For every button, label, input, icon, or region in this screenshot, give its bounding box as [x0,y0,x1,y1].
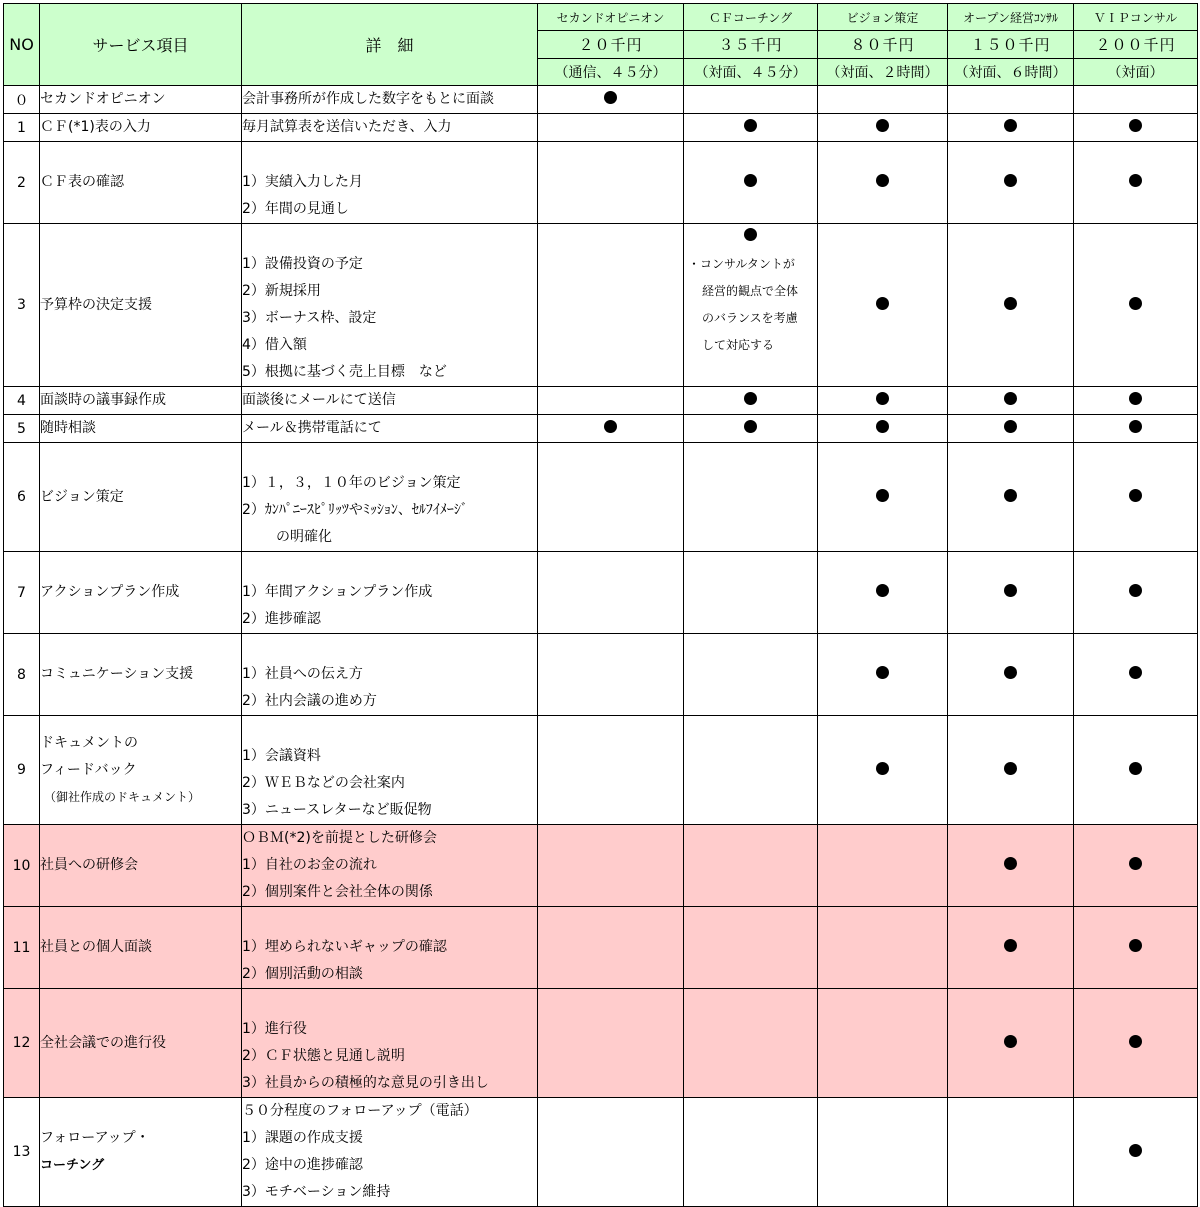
service-item [40,716,242,825]
service-item [40,825,242,907]
included-dot-icon [1129,584,1142,597]
plan-mark-cell [684,1098,818,1207]
service-detail [242,552,538,634]
table-row [4,86,1198,114]
plan-mark-cell [818,86,948,114]
plan-mode: （対面、２時間） [818,59,948,86]
included-dot-icon [744,392,757,405]
table-row [4,114,1198,142]
plan-mark-cell [538,907,684,989]
plan-mark-cell [684,634,818,716]
plan-mark-cell [818,825,948,907]
service-item-line: ドキュメントの [40,734,138,751]
service-detail-line: メール＆携帯電話にて [242,420,382,436]
included-dot-icon [876,119,889,132]
row-number: 10 [4,825,40,907]
service-item-line: 予算枠の決定支援 [40,296,152,313]
service-detail-line: 1）課題の作成支援 [242,1130,363,1146]
service-detail [242,142,538,224]
service-item [40,552,242,634]
service-detail [242,907,538,989]
service-detail [242,716,538,825]
included-dot-icon [876,489,889,502]
service-detail-line: 3）社員からの積極的な意見の引き出し [242,1075,489,1091]
table-row [4,387,1198,415]
service-detail-line: 1）進行役 [242,1021,307,1037]
plan-name: ＣＦコーチング [684,4,818,31]
service-item [40,415,242,443]
included-dot-icon [1004,1035,1017,1048]
plan-mark-cell [684,142,818,224]
plan-mark-cell [1074,142,1198,224]
plan-mark-cell [1074,989,1198,1098]
plan-mark-cell [948,716,1074,825]
service-detail-line: 2）ＷＥＢなどの会社案内 [242,775,405,791]
service-item [40,387,242,415]
plan-mark-cell [818,443,948,552]
service-detail-line: 2）ｶﾝﾊﾟﾆｰｽﾋﾟﾘｯﾂやﾐｯｼｮﾝ、ｾﾙﾌｲﾒｰｼﾞ [242,502,468,518]
plan-mark-cell [538,415,684,443]
plan-mark-cell [818,114,948,142]
included-dot-icon [1129,1144,1142,1157]
row-number: ０ [4,86,40,114]
service-item-line: ＣＦ(*1)表の入力 [40,119,151,135]
plan-mode: （対面） [1074,59,1198,86]
service-detail-line: ＯＢＭ(*2)を前提とした研修会 [242,830,437,846]
table-row [4,907,1198,989]
plan-mark-cell [538,114,684,142]
service-item [40,989,242,1098]
service-item-line: ＣＦ表の確認 [40,174,124,190]
service-detail-line: 1）埋められないギャップの確認 [242,939,447,955]
plan-mark-cell [948,1098,1074,1207]
plan-name: ビジョン策定 [818,4,948,31]
service-detail-line [242,989,537,1016]
service-detail-line: 2）進捗確認 [242,611,321,627]
table-row [4,716,1198,825]
service-detail-line: 1）会議資料 [242,748,321,764]
plan-mark-cell [684,825,818,907]
included-dot-icon [1004,857,1017,870]
service-detail-line: の明確化 [276,529,332,545]
included-dot-icon [1004,489,1017,502]
table-row [4,989,1198,1098]
service-item-line: コーチング [40,1158,105,1173]
included-dot-icon [1004,939,1017,952]
included-dot-icon [876,584,889,597]
plan-mark-cell [948,989,1074,1098]
included-dot-icon [1129,420,1142,433]
plan-mode: （通信、４５分） [538,59,684,86]
included-dot-icon [876,762,889,775]
service-item-line: フォローアップ・ [40,1130,150,1146]
included-dot-icon [744,228,757,241]
plan-mode: （対面、６時間） [948,59,1074,86]
plan-mark-cell [1074,387,1198,415]
service-detail [242,387,538,415]
row-number: 7 [4,552,40,634]
plan-mark-cell [538,716,684,825]
service-detail-line [242,907,537,934]
included-dot-icon [1129,174,1142,187]
included-dot-icon [1004,666,1017,679]
service-detail-line [242,224,537,251]
service-detail [242,415,538,443]
plan-mark-cell [1074,716,1198,825]
service-detail-line: 2）新規採用 [242,283,321,299]
service-item [40,114,242,142]
service-detail-line: ５０分程度のフォローアップ（電話） [242,1103,478,1119]
plan-mark-cell [948,415,1074,443]
included-dot-icon [604,91,617,104]
service-detail-line: 会計事務所が作成した数字をもとに面談 [242,91,494,107]
service-item [40,907,242,989]
plan-mark-cell [538,825,684,907]
table-row [4,1098,1198,1207]
service-detail-line: 1）社員への伝え方 [242,666,363,682]
consultant-note-line: ・コンサルタントが [688,257,795,271]
plan-name: セカンドオピニオン [538,4,684,31]
included-dot-icon [604,420,617,433]
included-dot-icon [1004,119,1017,132]
included-dot-icon [744,119,757,132]
service-detail [242,86,538,114]
included-dot-icon [876,666,889,679]
plan-mark-cell [684,443,818,552]
service-detail-line: 5）根拠に基づく売上目標 など [242,364,447,380]
service-detail-line: 3）ニュースレターなど販促物 [242,802,432,818]
table-row [4,825,1198,907]
row-number: 8 [4,634,40,716]
plan-mark-cell [538,634,684,716]
service-item-line: コミュニケーション支援 [40,666,194,682]
service-item [40,224,242,387]
service-item [40,443,242,552]
included-dot-icon [1129,392,1142,405]
plan-mark-cell [1074,224,1198,387]
service-detail-line: 2）個別活動の相談 [242,966,363,982]
plan-mark-cell [1074,1098,1198,1207]
service-detail-line [242,552,537,579]
row-number: 4 [4,387,40,415]
plan-mark-cell [684,415,818,443]
plan-mark-cell [1074,114,1198,142]
service-item [40,86,242,114]
plan-mark-cell [948,224,1074,387]
service-detail [242,825,538,907]
service-item-line: 社員との個人面談 [40,939,152,955]
consultant-note-line: して対応する [702,338,775,352]
service-item-line: 随時相談 [40,420,96,436]
included-dot-icon [1004,174,1017,187]
plan-mark-cell [538,989,684,1098]
plan-mark-cell [538,86,684,114]
included-dot-icon [1004,392,1017,405]
service-item [40,1098,242,1207]
plan-mark-cell [1074,552,1198,634]
plan-mark-cell [1074,907,1198,989]
table-row [4,443,1198,552]
service-detail [242,114,538,142]
plan-mark-cell [684,86,818,114]
service-detail-line: 2）ＣＦ状態と見通し説明 [242,1048,405,1064]
service-item [40,634,242,716]
plan-mark-cell [818,1098,948,1207]
plan-mark-cell [948,634,1074,716]
service-detail-line: 1）自社のお金の流れ [242,857,377,873]
table-header [4,4,1198,86]
included-dot-icon [1129,857,1142,870]
plan-mark-cell [818,907,948,989]
table-row [4,415,1198,443]
row-number: 12 [4,989,40,1098]
row-number: 9 [4,716,40,825]
plan-price: １５０千円 [948,31,1074,59]
service-detail [242,1098,538,1207]
service-detail [242,224,538,387]
service-detail-line: 2）年間の見通し [242,201,349,217]
plan-mark-cell [538,142,684,224]
service-detail-line: 1）年間アクションプラン作成 [242,584,433,600]
row-number: 2 [4,142,40,224]
plan-mode: （対面、４５分） [684,59,818,86]
service-item-line: 面談時の議事録作成 [40,392,166,408]
included-dot-icon [876,392,889,405]
header-detail: 詳 細 [242,4,538,86]
plan-mark-cell [818,142,948,224]
row-number: 3 [4,224,40,387]
service-detail [242,634,538,716]
service-item-line: アクションプラン作成 [40,584,180,600]
table-row [4,552,1198,634]
included-dot-icon [876,297,889,310]
service-comparison-table [3,3,1198,1207]
plan-mark-cell [1074,415,1198,443]
service-item-line: （御社作成のドキュメント） [44,789,201,804]
service-detail-line [242,142,537,169]
included-dot-icon [1004,297,1017,310]
plan-mark-cell [1074,634,1198,716]
plan-mark-cell [818,552,948,634]
service-detail-line [242,716,537,743]
service-item-line: フィードバック [40,761,137,778]
table-row [4,634,1198,716]
plan-mark-cell [948,552,1074,634]
service-item-line: セカンドオピニオン [40,91,166,107]
included-dot-icon [876,174,889,187]
service-detail-line: 面談後にメールにて送信 [242,392,396,408]
service-detail-line: 4）借入額 [242,337,307,353]
table-body [4,86,1198,1207]
included-dot-icon [744,420,757,433]
plan-name: ＶＩＰコンサル [1074,4,1198,31]
service-detail [242,989,538,1098]
plan-mark-cell [684,387,818,415]
plan-mark-cell [948,86,1074,114]
plan-mark-cell [948,907,1074,989]
row-number: 13 [4,1098,40,1207]
row-number: 6 [4,443,40,552]
plan-mark-cell [684,716,818,825]
plan-mark-cell [538,224,684,387]
service-item-line: 全社会議での進行役 [40,1034,166,1051]
plan-mark-cell [684,552,818,634]
plan-mark-cell [684,224,818,387]
included-dot-icon [744,174,757,187]
plan-name: オープン経営ｺﾝｻﾙ [948,4,1074,31]
plan-mark-cell [818,415,948,443]
plan-price: ２００千円 [1074,31,1198,59]
plan-mark-cell [538,387,684,415]
row-number: 1 [4,114,40,142]
row-number: 11 [4,907,40,989]
service-item-line: 社員への研修会 [40,857,138,873]
plan-mark-cell [818,634,948,716]
service-item-line: ビジョン策定 [40,488,124,505]
included-dot-icon [1129,297,1142,310]
plan-mark-cell [948,825,1074,907]
row-number: 5 [4,415,40,443]
included-dot-icon [1129,939,1142,952]
service-detail-line: 2）社内会議の進め方 [242,693,377,709]
plan-price: ２０千円 [538,31,684,59]
plan-mark-cell [538,443,684,552]
service-detail-line: 1）１，３，１０年のビジョン策定 [242,475,461,491]
service-detail-line: 毎月試算表を送信いただき、入力 [242,119,452,135]
plan-mark-cell [948,142,1074,224]
included-dot-icon [1129,489,1142,502]
plan-mark-cell [684,907,818,989]
service-detail-line: 3）ボーナス枠、設定 [242,310,377,326]
plan-mark-cell [818,989,948,1098]
included-dot-icon [876,420,889,433]
service-detail-line: 2）途中の進捗確認 [242,1157,363,1173]
consultant-note-line: 経営的観点で全体 [702,284,799,298]
plan-mark-cell [818,387,948,415]
plan-mark-cell [538,552,684,634]
service-detail-line: 2）個別案件と会社全体の関係 [242,884,433,900]
plan-mark-cell [818,224,948,387]
included-dot-icon [1004,584,1017,597]
plan-mark-cell [538,1098,684,1207]
plan-price: ３５千円 [684,31,818,59]
included-dot-icon [1129,666,1142,679]
service-detail [242,443,538,552]
plan-mark-cell [684,114,818,142]
plan-mark-cell [948,387,1074,415]
header-item: サービス項目 [40,4,242,86]
included-dot-icon [1129,1035,1142,1048]
included-dot-icon [1004,420,1017,433]
header-no: NO [4,4,40,86]
service-detail-line: 3）モチベーション維持 [242,1184,391,1200]
plan-mark-cell [1074,825,1198,907]
consultant-note-line: のバランスを考慮 [702,311,798,325]
plan-mark-cell [818,716,948,825]
service-detail-line [242,634,537,661]
plan-mark-cell [948,443,1074,552]
included-dot-icon [1129,119,1142,132]
included-dot-icon [1129,762,1142,775]
table-row [4,224,1198,387]
service-detail-line: 1）設備投資の予定 [242,256,363,272]
plan-mark-cell [1074,443,1198,552]
service-item [40,142,242,224]
plan-mark-cell [684,989,818,1098]
table-row [4,142,1198,224]
plan-price: ８０千円 [818,31,948,59]
service-detail-line: 1）実績入力した月 [242,174,363,190]
included-dot-icon [1004,762,1017,775]
plan-mark-cell [948,114,1074,142]
service-detail-line [242,443,537,470]
plan-mark-cell [1074,86,1198,114]
